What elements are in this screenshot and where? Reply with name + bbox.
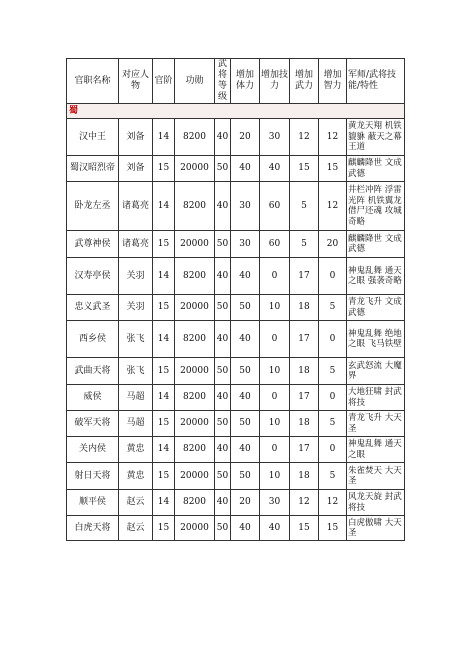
cell-str: 5 (290, 231, 319, 258)
cell-sp: 10 (260, 295, 290, 321)
header-skill: 军师/武将技能/特性 (347, 59, 405, 104)
cell-skill: 青龙飞升 大天圣 (347, 411, 405, 437)
cell-skill: 玄武怒流 大魔界 (347, 358, 405, 385)
cell-hp: 40 (231, 437, 260, 463)
cell-merit: 8200 (175, 258, 215, 295)
cell-str: 18 (290, 358, 319, 385)
cell-str: 17 (290, 321, 319, 358)
cell-skill: 朱雀焚天 大天圣 (347, 463, 405, 490)
cell-str: 18 (290, 295, 319, 321)
cell-sp: 40 (260, 156, 290, 182)
table-row (67, 231, 405, 258)
officer-table (66, 58, 405, 541)
header-str: 增加武力 (290, 59, 319, 104)
cell-title: 威侯 (67, 385, 119, 411)
cell-skill: 风龙天旋 封武将技 (347, 490, 405, 516)
cell-level: 50 (215, 463, 231, 490)
cell-hp: 30 (231, 182, 260, 231)
table-row (67, 437, 405, 463)
cell-sp: 40 (260, 516, 290, 541)
cell-rank: 14 (153, 321, 175, 358)
cell-rank: 15 (153, 516, 175, 541)
cell-hp: 40 (231, 156, 260, 182)
cell-rank: 14 (153, 437, 175, 463)
cell-rank: 14 (153, 182, 175, 231)
cell-sp: 30 (260, 490, 290, 516)
cell-skill: 青龙飞升 文成武德 (347, 295, 405, 321)
section-row (67, 104, 405, 119)
cell-str: 17 (290, 385, 319, 411)
cell-skill: 麒麟降世 文成武德 (347, 156, 405, 182)
cell-merit: 20000 (175, 358, 215, 385)
cell-hp: 20 (231, 119, 260, 156)
cell-person: 刘备 (119, 156, 153, 182)
cell-hp: 40 (231, 516, 260, 541)
table-row (67, 516, 405, 541)
cell-person: 张飞 (119, 321, 153, 358)
cell-int: 12 (319, 490, 347, 516)
cell-str: 15 (290, 156, 319, 182)
cell-rank: 15 (153, 358, 175, 385)
cell-merit: 8200 (175, 385, 215, 411)
cell-str: 17 (290, 437, 319, 463)
cell-person: 张飞 (119, 358, 153, 385)
cell-str: 12 (290, 119, 319, 156)
cell-hp: 50 (231, 295, 260, 321)
cell-merit: 8200 (175, 437, 215, 463)
cell-person: 关羽 (119, 295, 153, 321)
cell-hp: 30 (231, 231, 260, 258)
cell-merit: 20000 (175, 231, 215, 258)
cell-sp: 60 (260, 182, 290, 231)
cell-merit: 20000 (175, 463, 215, 490)
cell-person: 黄忠 (119, 463, 153, 490)
cell-int: 0 (319, 385, 347, 411)
cell-skill: 神鬼乱舞 通天之眼 强袭奇略 (347, 258, 405, 295)
cell-merit: 20000 (175, 156, 215, 182)
cell-hp: 50 (231, 463, 260, 490)
cell-rank: 14 (153, 490, 175, 516)
table-row (67, 156, 405, 182)
cell-sp: 60 (260, 231, 290, 258)
table-row (67, 463, 405, 490)
cell-level: 50 (215, 411, 231, 437)
cell-hp: 20 (231, 490, 260, 516)
cell-person: 赵云 (119, 490, 153, 516)
table-row (67, 182, 405, 231)
cell-merit: 8200 (175, 321, 215, 358)
cell-int: 0 (319, 321, 347, 358)
cell-person: 马超 (119, 411, 153, 437)
table-row (67, 411, 405, 437)
header-person: 对应人物 (119, 59, 153, 104)
cell-merit: 8200 (175, 490, 215, 516)
cell-person: 诸葛亮 (119, 182, 153, 231)
cell-person: 黄忠 (119, 437, 153, 463)
cell-level: 50 (215, 156, 231, 182)
header-int: 增加智力 (319, 59, 347, 104)
cell-title: 射日天将 (67, 463, 119, 490)
header-rank: 官阶 (153, 59, 175, 104)
header-level: 武将等级 (215, 59, 231, 104)
table-row (67, 358, 405, 385)
cell-skill: 大地狂啸 封武将技 (347, 385, 405, 411)
cell-level: 40 (215, 258, 231, 295)
cell-rank: 15 (153, 156, 175, 182)
cell-merit: 20000 (175, 516, 215, 541)
cell-title: 汉寿亭侯 (67, 258, 119, 295)
cell-sp: 10 (260, 411, 290, 437)
header-hp: 增加体力 (231, 59, 260, 104)
cell-merit: 8200 (175, 182, 215, 231)
cell-str: 15 (290, 516, 319, 541)
cell-person: 马超 (119, 385, 153, 411)
cell-int: 15 (319, 156, 347, 182)
cell-merit: 8200 (175, 119, 215, 156)
cell-skill: 井栏冲阵 浮雷光阵 机铁翼龙 借尸还魂 攻城奇略 (347, 182, 405, 231)
cell-str: 17 (290, 258, 319, 295)
cell-level: 50 (215, 516, 231, 541)
cell-str: 12 (290, 490, 319, 516)
cell-rank: 14 (153, 119, 175, 156)
cell-skill: 麒麟降世 文成武德 (347, 231, 405, 258)
cell-hp: 40 (231, 258, 260, 295)
table-row (67, 321, 405, 358)
cell-title: 西乡侯 (67, 321, 119, 358)
header-title: 官职名称 (67, 59, 119, 104)
cell-hp: 50 (231, 358, 260, 385)
cell-title: 武曲天将 (67, 358, 119, 385)
header-row (67, 59, 405, 104)
cell-merit: 20000 (175, 295, 215, 321)
cell-level: 50 (215, 295, 231, 321)
cell-level: 40 (215, 321, 231, 358)
table-row (67, 119, 405, 156)
cell-title: 顺平侯 (67, 490, 119, 516)
cell-int: 12 (319, 182, 347, 231)
cell-level: 40 (215, 182, 231, 231)
cell-sp: 0 (260, 258, 290, 295)
cell-merit: 20000 (175, 411, 215, 437)
cell-skill: 神鬼乱舞 通天之眼 (347, 437, 405, 463)
cell-person: 赵云 (119, 516, 153, 541)
cell-sp: 0 (260, 437, 290, 463)
cell-int: 5 (319, 411, 347, 437)
cell-sp: 10 (260, 463, 290, 490)
cell-int: 12 (319, 119, 347, 156)
cell-rank: 15 (153, 411, 175, 437)
section-cell (67, 104, 405, 119)
cell-skill: 黄龙天翔 机铁貔貅 蔽天之幕 王道 (347, 119, 405, 156)
cell-int: 5 (319, 463, 347, 490)
cell-int: 0 (319, 258, 347, 295)
cell-int: 5 (319, 358, 347, 385)
cell-title: 卧龙左丞 (67, 182, 119, 231)
cell-rank: 15 (153, 295, 175, 321)
cell-title: 武尊神侯 (67, 231, 119, 258)
cell-person: 刘备 (119, 119, 153, 156)
cell-hp: 50 (231, 411, 260, 437)
cell-sp: 0 (260, 385, 290, 411)
cell-title: 破军天将 (67, 411, 119, 437)
cell-person: 诸葛亮 (119, 231, 153, 258)
cell-level: 50 (215, 358, 231, 385)
cell-hp: 40 (231, 321, 260, 358)
cell-str: 18 (290, 463, 319, 490)
cell-person: 关羽 (119, 258, 153, 295)
cell-sp: 30 (260, 119, 290, 156)
cell-skill: 神鬼乱舞 绝地之眼 飞马铁壁 (347, 321, 405, 358)
cell-level: 40 (215, 437, 231, 463)
table-body (67, 104, 405, 541)
cell-hp: 40 (231, 385, 260, 411)
cell-title: 蜀汉昭烈帝 (67, 156, 119, 182)
cell-int: 15 (319, 516, 347, 541)
cell-int: 5 (319, 295, 347, 321)
cell-rank: 14 (153, 385, 175, 411)
header-sp: 增加技力 (260, 59, 290, 104)
cell-skill: 白虎傲啸 大天圣 (347, 516, 405, 541)
cell-level: 40 (215, 385, 231, 411)
cell-int: 20 (319, 231, 347, 258)
cell-level: 40 (215, 490, 231, 516)
table-row (67, 385, 405, 411)
cell-str: 18 (290, 411, 319, 437)
cell-rank: 14 (153, 258, 175, 295)
section-label: 蜀 (69, 105, 79, 116)
table-row (67, 295, 405, 321)
table-row (67, 490, 405, 516)
cell-title: 忠义武圣 (67, 295, 119, 321)
cell-level: 50 (215, 231, 231, 258)
cell-sp: 0 (260, 321, 290, 358)
table-row (67, 258, 405, 295)
cell-str: 5 (290, 182, 319, 231)
cell-title: 白虎天将 (67, 516, 119, 541)
header-merit: 功勋 (175, 59, 215, 104)
cell-level: 40 (215, 119, 231, 156)
cell-int: 0 (319, 437, 347, 463)
cell-rank: 15 (153, 231, 175, 258)
cell-title: 汉中王 (67, 119, 119, 156)
cell-title: 关内侯 (67, 437, 119, 463)
cell-sp: 10 (260, 358, 290, 385)
cell-rank: 15 (153, 463, 175, 490)
